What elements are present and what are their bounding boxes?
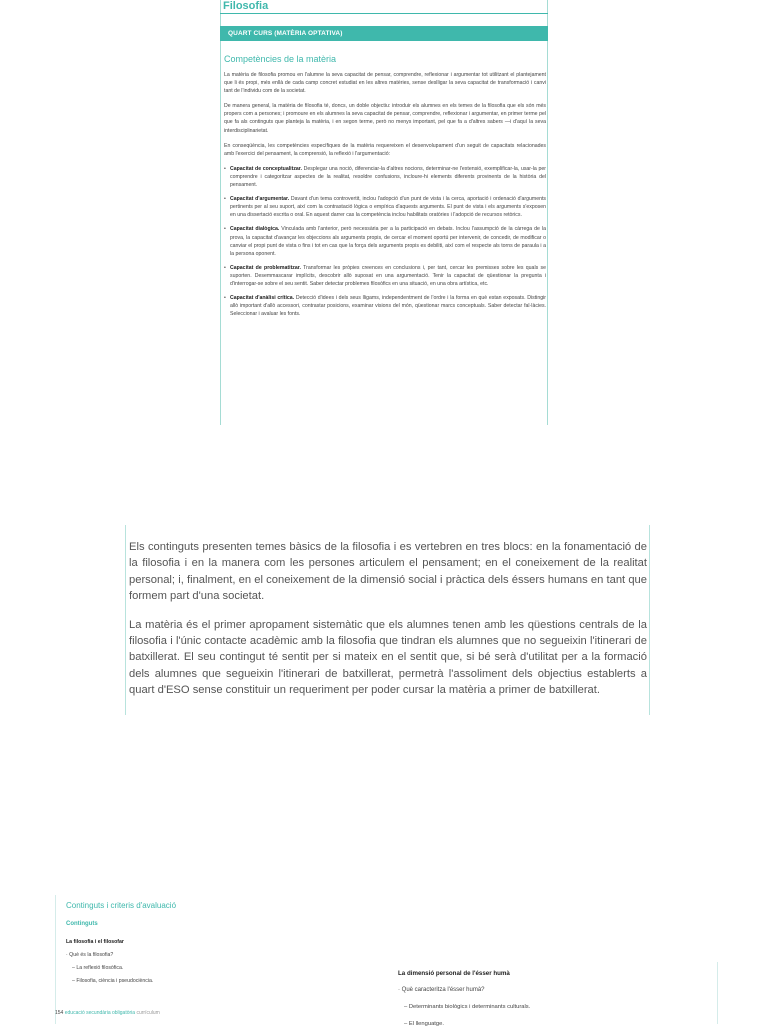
- block-title: La filosofia i el filosofar: [66, 939, 124, 945]
- list-item: [224, 294, 546, 318]
- list-item: [224, 195, 546, 219]
- title-underline: [220, 13, 548, 14]
- competence-text: Transformar les pròpies creences en conclusions i, per tant, cercar les premisses sobre les quals se suporten. Desemmascarar implícits, descobrir allò suposat en una argumentació. Tenir la capacitat de qüestionar la pregunta i d'interrogar-se sobre el seu sentit. Saber detectar problemes filosòfics en una situació, en una obra artística, etc.: [230, 264, 546, 287]
- top-page-excerpt: [220, 0, 548, 425]
- paragraph: La matèria és el primer apropament sistemàtic que els alumnes tenen amb les qüestions centrals de la filosofia i l'únic contacte acadèmic amb la filosofia que tindran els alumnes que no segueixin l'itinerari de batxillerat. El seu contingut té sentit per si mateix en el sentit que, si bé serà d'utilitat per a la formació dels alumnes que segueixin l'itinerari de batxillerat, permetrà l'assoliment dels objectius establerts a quart d'ESO sense constituir un requeriment per poder cursar la matèria a primer de batxillerat.: [129, 618, 647, 697]
- paragraph: De manera general, la matèria de filosofia té, doncs, un doble objectiu: introduir els alumnes en els temes de la filosofia que els són més propers com a persones; i promoure en els alumnes la seva capacitat de pensar, comprendre, reflexionar i argumentar, en primer terme pel que fa als continguts que planteja la matèria, i en segon terme, però no menys important, pel que fa a d'altres sabers —i d'aquí la seva interdisciplinarietat.: [224, 103, 546, 134]
- excerpt-body: [129, 539, 647, 711]
- block-item: – La reflexió filosòfica.: [72, 965, 124, 971]
- page-title: Filosofia: [223, 0, 269, 12]
- page-number: 154: [55, 1010, 64, 1016]
- competence-term: Capacitat d'anàlisi crítica.: [230, 295, 295, 302]
- block-item: – Filosofia, ciència i pseudociència.: [72, 978, 154, 984]
- competence-term: Capacitat d'argumentar.: [230, 196, 290, 203]
- page-footer: [55, 1010, 160, 1016]
- list-item: [224, 264, 546, 288]
- footer-text-secondary: currículum: [136, 1010, 160, 1016]
- paragraph: Els continguts presenten temes bàsics de la filosofia i es vertebren en tres blocs: en la fonamentació de la filosofia i en la manera com les persones articulem el pensament; en el coneixement de la realitat personal; i, finalment, en el coneixement de la dimensió social i pràctica dels éssers humans en tant que formem part d'una societat.: [129, 541, 647, 603]
- section-heading: Continguts i criteris d'avaluació: [66, 901, 177, 910]
- list-item: [224, 165, 546, 189]
- competence-list: [224, 165, 546, 319]
- content-block: [66, 936, 246, 988]
- page-border-right: [649, 525, 650, 715]
- content-block: [398, 965, 708, 1033]
- block-question: · Què és la filosofia?: [66, 952, 114, 958]
- competence-text: Desplegar una noció, diferenciar-la d'altres nocions, determinar-ne l'extensió, exemplificar-la, usar-la per comprendre i categoritzar aspectes de la realitat, resoldre confusions, incloure-hi elements diferents provinents de la història del pensament.: [230, 165, 546, 189]
- section-subheading: Continguts: [66, 921, 98, 927]
- footer-text: educació secundària obligatòria: [64, 1010, 136, 1016]
- competence-term: Capacitat dialògica.: [230, 226, 280, 233]
- page-border-left: [125, 525, 126, 715]
- course-banner: QUART CURS (MATÈRIA OPTATIVA): [220, 26, 548, 41]
- competence-text: Detecció d'idees i dels seus lligams, independentment de l'ordre i la forma en què estan exposats. Distingir allò important d'allò accessori, contrastar posicions, examinar visions del món, qüestionar marcs conceptuals. Saber detectar fal·làcies. Seleccionar i avaluar les fonts.: [230, 295, 546, 318]
- zoomed-text-excerpt: [125, 525, 650, 715]
- paragraph: La matèria de filosofia promou en l'alumne la seva capacitat de pensar, comprendre, reflexionar i argumentar tot utilitzant el plantejament que li és propi, més enllà de cada camp concret estudiat en les altres matèries, sense deslligar la seva capacitat de transformació i canvi tant de l'individu com de la societat.: [224, 72, 546, 95]
- block-item: – Determinants biològics i determinants culturals.: [404, 1004, 531, 1010]
- page-border-left: [55, 895, 56, 1024]
- page-border-left: [220, 0, 221, 425]
- section-body: [224, 71, 546, 324]
- competence-term: Capacitat de problematitzar.: [230, 264, 301, 271]
- bottom-page-excerpt: [55, 895, 720, 1027]
- section-heading: Competències de la matèria: [224, 54, 337, 64]
- block-item: – El llenguatge.: [404, 1021, 444, 1027]
- block-question: · Què caracteritza l'ésser humà?: [398, 987, 485, 993]
- competence-term: Capacitat de conceptualitzar.: [230, 165, 302, 172]
- paragraph: En conseqüència, les competències específiques de la matèria requereixen el desenvolupament d'un seguit de capacitats relacionades amb l'exercici del pensament, la comprensió, la reflexió i l'argumentació:: [224, 142, 546, 157]
- list-item: [224, 225, 546, 257]
- competence-text: Vinculada amb l'anterior, però necessària per a la participació en debats. Inclou l'assumpció de la càrrega de la prova, la capacitat d'avançar les objeccions als arguments propis, de cercar el moment oportú per intervenir, de concedir, de modificar o canviar el propi punt de vista o fins i tot en cas que la força dels arguments propis es debiliti, així com el respecte als torns de paraula i a la persona oponent.: [230, 226, 546, 257]
- column-border-right: [717, 962, 718, 1024]
- page-border-right: [547, 0, 548, 425]
- competence-text: Davant d'un tema controvertit, inclou l'adopció d'un punt de vista i la cerca, aportació i ordenació d'arguments pertinents per al seu suport, així com la contrastació lògica o empírica d'aquests arguments. El punt de vista i els arguments s'exposen en una dissertació escrita o oral. En aquest darrer cas la competència inclou habilitats oratòries i l'adopció de recursos retòrics.: [230, 196, 547, 219]
- block-title: La dimensió personal de l'ésser humà: [398, 970, 510, 977]
